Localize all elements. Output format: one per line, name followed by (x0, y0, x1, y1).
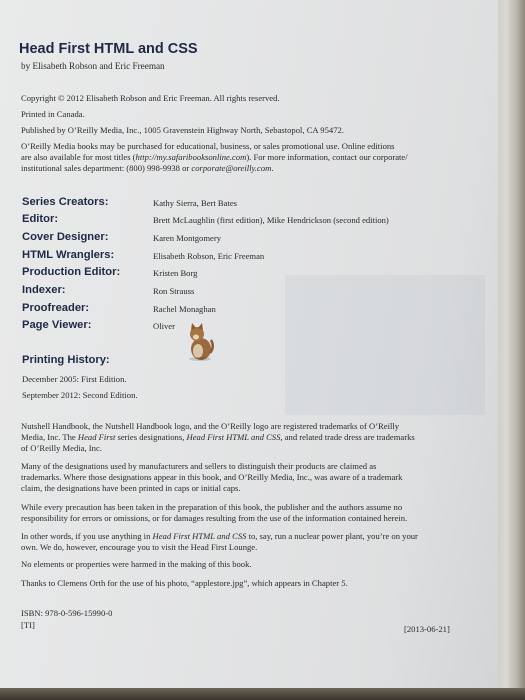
credit-label: Series Creators: (22, 196, 109, 208)
byline: by Elisabeth Robson and Eric Freeman (21, 61, 165, 71)
credit-value: Oliver (153, 321, 175, 331)
book-title: Head First HTML and CSS (19, 41, 198, 57)
credit-value: Karen Montgomery (153, 233, 222, 243)
credit-value: Ron Strauss (153, 286, 195, 296)
sales-email: corporate@oreilly.com (191, 163, 272, 174)
bottom-shadow (0, 688, 525, 700)
history-item: September 2012: Second Edition. (22, 390, 138, 400)
printing-history-title: Printing History: (22, 354, 110, 366)
show-through (285, 275, 485, 415)
credit-label: Editor: (22, 213, 59, 225)
credit-label: Production Editor: (22, 266, 121, 278)
credit-label: Proofreader: (22, 302, 90, 314)
credit-label: Page Viewer: (22, 319, 92, 331)
published-line: Published by O’Reilly Media, Inc., 1005 Gravenstein Highway North, Sebastopol, CA 95472. (21, 125, 344, 135)
credit-value: Rachel Monaghan (153, 304, 216, 314)
cat-icon (186, 323, 214, 361)
credit-value: Brett McLaughlin (first edition), Mike Hendrickson (second edition) (153, 215, 389, 225)
precaution-paragraph: While every precaution has been taken in the preparation of this book, the publisher and the authors assume no responsibility for errors or omissions, or for damages resulting from the use of the information contained herein. (21, 502, 408, 524)
printed-line: Printed in Canada. (21, 109, 85, 119)
safari-url: http://my.safaribooksonline.com (135, 152, 247, 163)
orders-paragraph: O’Reilly Media books may be purchased for educational, business, or sales promotional use. Online editions are also available for most titles (http://my.safaribooksonline.com). For more information, contact our corporate/ institutional sales department: (800) 998-9938 or corporate@oreilly.com. (21, 141, 408, 174)
isbn: ISBN: 978-0-596-15990-0 (21, 608, 113, 618)
credit-value: Kristen Borg (153, 268, 198, 278)
history-item: December 2005: First Edition. (22, 374, 127, 384)
trademarks-paragraph: Nutshell Handbook, the Nutshell Handbook logo, and the O’Reilly logo are registered trademarks of O’Reilly Media, Inc. The Head First series designations, Head First HTML and CSS, and related trade dress are trademarks of O’Reilly Media, Inc. (21, 421, 415, 454)
print-date: [2013-06-21] (404, 624, 450, 634)
thanks-line: Thanks to Clemens Orth for the use of his photo, “applestore.jpg”, which appears in Chapter 5. (21, 578, 348, 588)
page-stack-edge (498, 0, 525, 700)
credit-label: Cover Designer: (22, 231, 109, 243)
credit-value: Elisabeth Robson, Eric Freeman (153, 251, 265, 261)
copyright-line: Copyright © 2012 Elisabeth Robson and Eric Freeman. All rights reserved. (21, 93, 280, 103)
credit-value: Kathy Sierra, Bert Bates (153, 198, 238, 208)
no-elements-line: No elements or properties were harmed in the making of this book. (21, 559, 252, 569)
designations-paragraph: Many of the designations used by manufacturers and sellers to distinguish their products are claimed as trademarks. Where those designations appear in this book, and O’Reilly Media, Inc., was aware of a trademark claim, the designations have been printed in caps or initial caps. (21, 461, 403, 494)
credit-label: HTML Wranglers: (22, 249, 115, 261)
printer-code: [TI] (21, 620, 35, 630)
credit-label: Indexer: (22, 284, 66, 296)
other-words-paragraph: In other words, if you use anything in Head First HTML and CSS to, say, run a nuclear power plant, you’re on your own. We do, however, encourage you to visit the Head First Lounge. (21, 531, 418, 553)
